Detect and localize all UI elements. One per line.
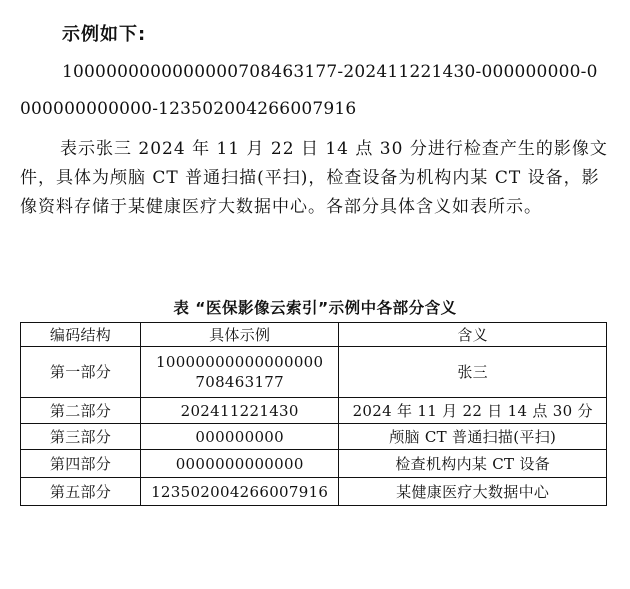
explanation-paragraph: 表示张三 2024 年 11 月 22 日 14 点 30 分进行检查产生的影像文件，具体为颅脑 CT 普通扫描(平扫)，检查设备为机构内某 CT 设备，影像资料存储于某健康医疗大数据中心。各部分具体含义如表所示。 xyxy=(20,139,608,217)
meaning-cell: 检查机构内某 CT 设备 xyxy=(339,450,607,478)
index-code-line-2: 000000000000-123502004266007916 xyxy=(20,99,357,119)
example-cell: 202411221430 xyxy=(141,398,339,424)
meaning-cell: 张三 xyxy=(339,347,607,398)
index-code-line-1: 1000000000000000708463177-202411221430-000000000-0 xyxy=(62,62,598,82)
meaning-cell: 某健康医疗大数据中心 xyxy=(339,478,607,506)
meaning-cell: 2024 年 11 月 22 日 14 点 30 分 xyxy=(339,398,607,424)
part-cell: 第三部分 xyxy=(21,424,141,450)
part-cell: 第一部分 xyxy=(21,347,141,398)
table-caption: 表 “医保影像云索引”示例中各部分含义 xyxy=(173,299,457,317)
example-cell xyxy=(141,347,339,398)
example-cell: 123502004266007916 xyxy=(141,478,339,506)
part-cell: 第四部分 xyxy=(21,450,141,478)
header-cell-structure: 编码结构 xyxy=(21,323,141,347)
table-row xyxy=(21,398,607,424)
example-cell: 000000000 xyxy=(141,424,339,450)
table-row xyxy=(21,424,607,450)
example-cell-text: 10000000000000000708463177 xyxy=(156,353,324,391)
table-row xyxy=(21,478,607,506)
example-cell: 0000000000000 xyxy=(141,450,339,478)
meaning-cell: 颅脑 CT 普通扫描(平扫) xyxy=(339,424,607,450)
table-row xyxy=(21,450,607,478)
table-header-row xyxy=(21,323,607,347)
header-cell-example: 具体示例 xyxy=(141,323,339,347)
index-parts-table xyxy=(20,322,607,506)
example-heading: 示例如下: xyxy=(62,24,147,45)
part-cell: 第二部分 xyxy=(21,398,141,424)
header-cell-meaning: 含义 xyxy=(339,323,607,347)
table-row xyxy=(21,347,607,398)
part-cell: 第五部分 xyxy=(21,478,141,506)
